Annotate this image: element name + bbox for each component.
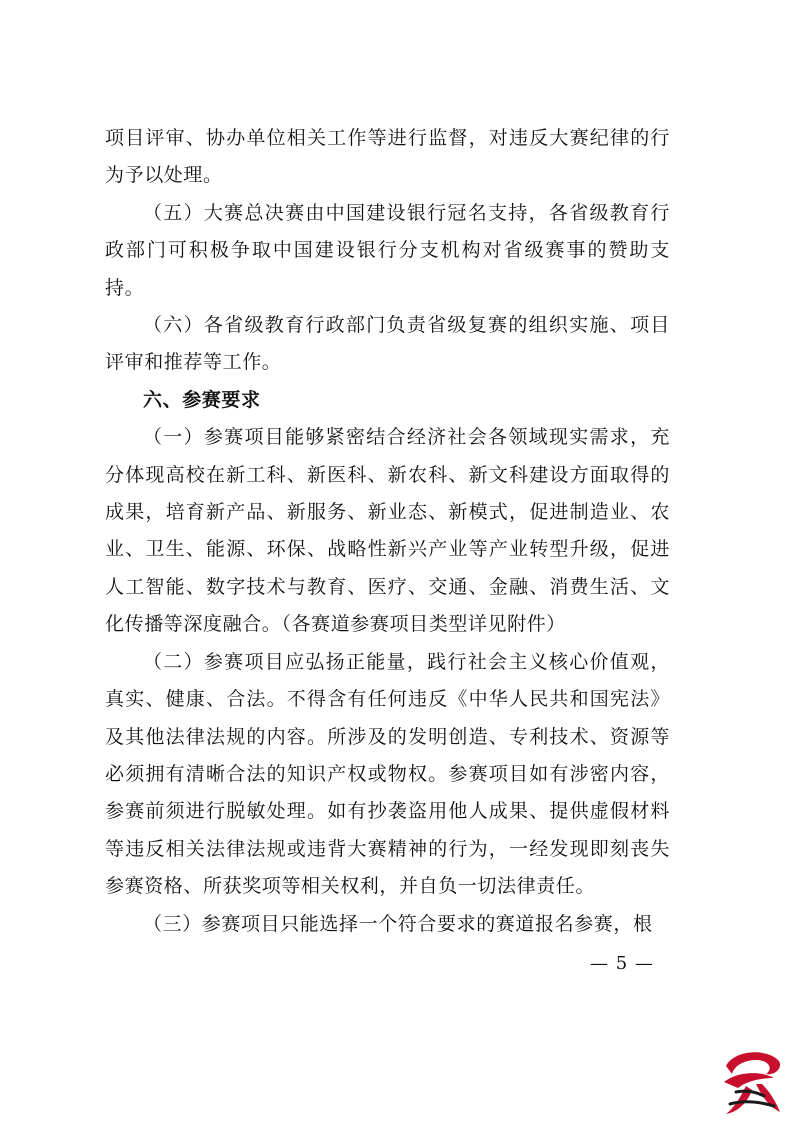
paragraph-requirement-1: （一）参赛项目能够紧密结合经济社会各领域现实需求，充分体现高校在新工科、新医科、新农科、新文科建设方面取得的成果，培育新产品、新服务、新业态、新模式，促进制造业、农业、卫生、能源、环保、战略性新兴产业等产业转型升级，促进人工智能、数字技术与教育、医疗、交通、金融、消费生活、文化传播等深度融合。（各赛道参赛项目类型详见附件） [105, 426, 670, 636]
page-number: — 5 — [590, 953, 654, 974]
paragraph-requirement-2: （二）参赛项目应弘扬正能量，践行社会主义核心价值观，真实、健康、合法。不得含有任何违反《中华人民共和国宪法》及其他法律法规的内容。所涉及的发明创造、专利技术、资源等必须拥有清晰合法的知识产权或物权。参赛项目如有涉密内容，参赛前须进行脱敏处理。如有抄袭盗用他人成果、提供虚假材料等违反相关法律法规或违背大赛精神的行为，一经发现即刻丧失参赛资格、所获奖项等相关权利，并自负一切法律责任。 [105, 650, 670, 898]
stylized-red-logo-icon [716, 1048, 788, 1120]
body-text [105, 120, 670, 943]
paragraph-requirement-3: （三）参赛项目只能选择一个符合要求的赛道报名参赛，根 [143, 912, 653, 935]
paragraph-continuation: 项目评审、协办单位相关工作等进行监督，对违反大赛纪律的行为予以处理。 [105, 127, 670, 187]
paragraph-item-6: （六）各省级教育行政部门负责省级复赛的组织实施、项目评审和推荐等工作。 [105, 314, 670, 374]
paragraph-item-5: （五）大赛总决赛由中国建设银行冠名支持，各省级教育行政部门可积极争取中国建设银行分支机构对省级赛事的赞助支持。 [105, 201, 670, 299]
section-heading: 六、参赛要求 [143, 388, 261, 411]
